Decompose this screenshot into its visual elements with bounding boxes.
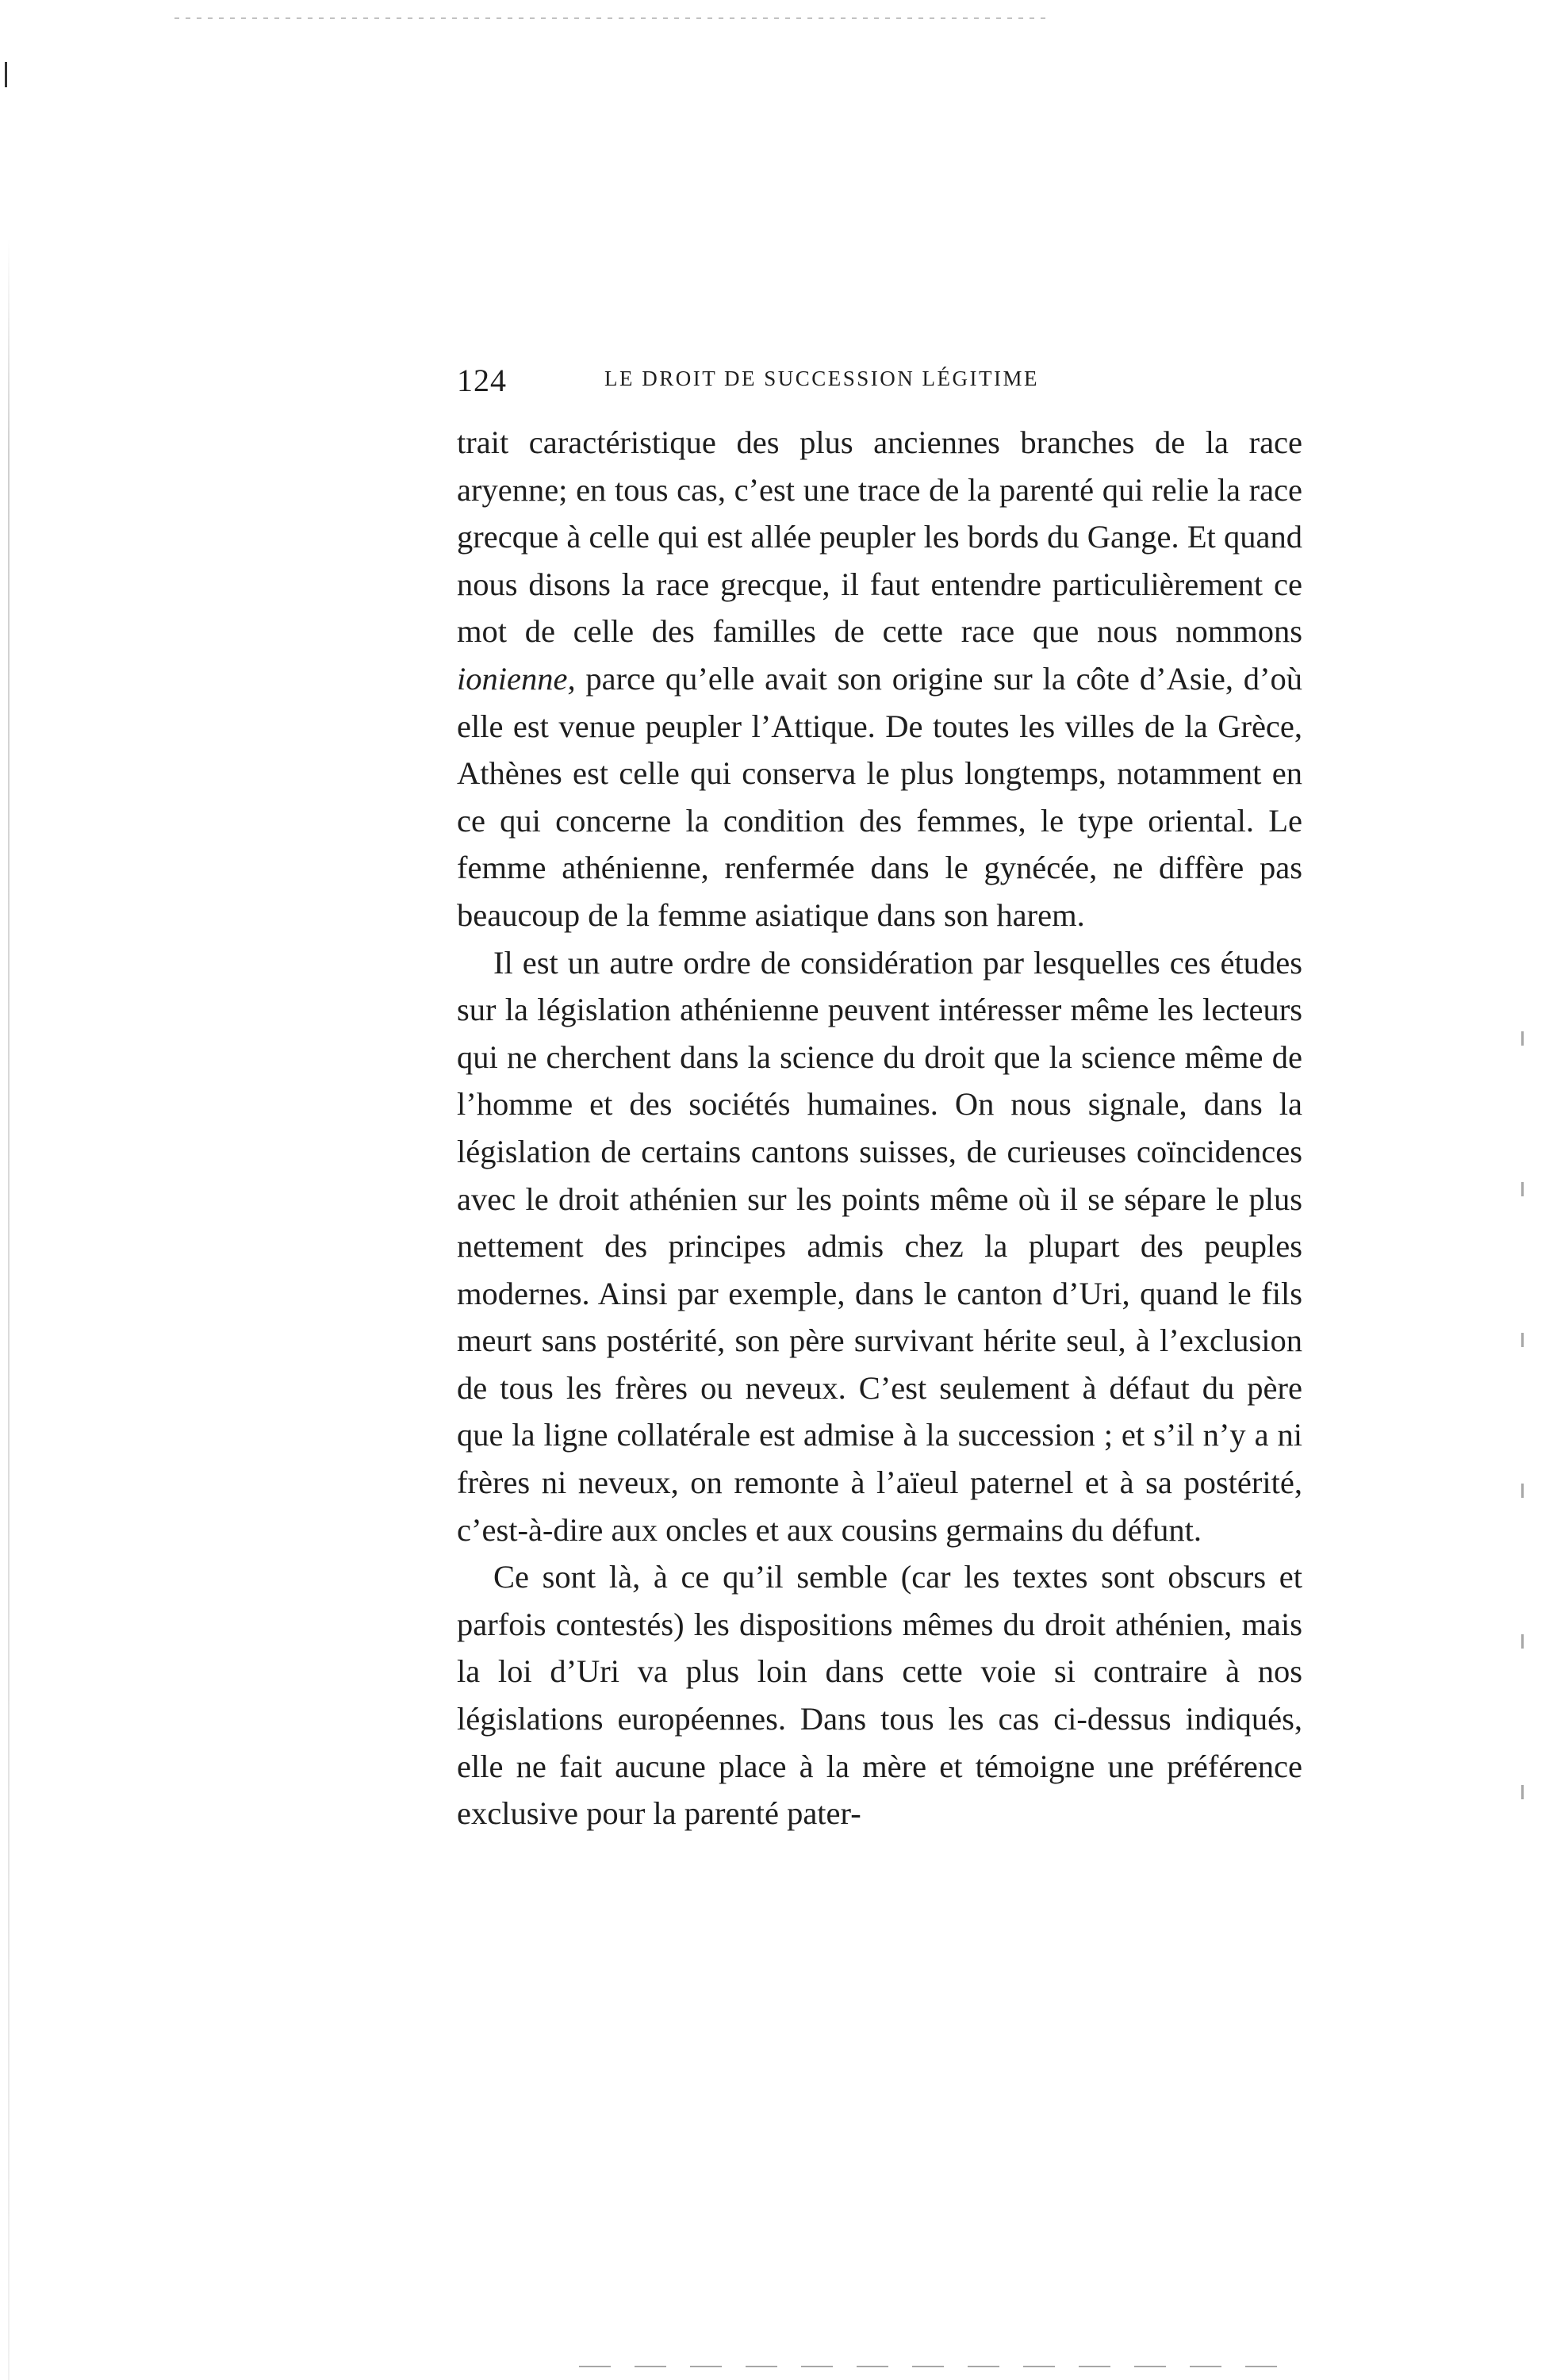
- running-title: LE DROIT DE SUCCESSION LÉGITIME: [604, 367, 1039, 390]
- body-text: [457, 419, 1302, 1837]
- paragraph-1: [457, 419, 1302, 939]
- scan-binding-edge: [8, 238, 10, 2380]
- page-number: 124: [457, 363, 507, 398]
- paragraph-1-emphasis: ionienne,: [457, 660, 576, 697]
- scan-right-artifact: [1521, 1031, 1524, 1904]
- paragraph-3: Ce sont là, à ce qu’il semble (car les textes sont obscurs et parfois contestés) les dispositions mêmes du droit athénien, mais la loi d’Uri va plus loin dans cette voie si contraire à nos législations européennes. Dans tous les cas ci-dessus indiqués, elle ne fait aucune place à la mère et témoigne une préférence exclusive pour la parenté pater-: [457, 1559, 1302, 1832]
- paragraph-1-text-a: trait caractéristique des plus anciennes branches de la race aryenne; en tous cas, c’est une trace de la parenté qui relie la race grecque à celle qui est allée peupler les bords du Gange. Et quand nous disons la race grecque, il faut entendre particulièrement ce mot de celle des familles de cette race que nous nommons: [457, 424, 1302, 650]
- scan-top-artifact: [174, 17, 1047, 19]
- page-header: [457, 362, 1321, 401]
- paragraph-1-text-b: parce qu’elle avait son origine sur la côte d’Asie, d’où elle est venue peupler l’Attique. De toutes les villes de la Grèce, Athènes est celle qui conserva le plus longtemps, notamment en ce qui concerne la condition des femmes, le type oriental. Le femme athénienne, renfermée dans le gynécée, ne diffère pas beaucoup de la femme asiatique dans son harem.: [457, 660, 1302, 933]
- scan-bottom-artifact: [579, 2366, 1293, 2367]
- paragraph-2: Il est un autre ordre de considération par lesquelles ces études sur la législation athénienne peuvent intéresser même les lecteurs qui ne cherchent dans la science du droit que la science même de l’homme et des sociétés humaines. On nous signale, dans la législation de certains cantons suisses, de curieuses coïncidences avec le droit athénien sur les points même où il se sépare le plus nettement des principes admis chez la plupart des peuples modernes. Ainsi par exemple, dans le canton d’Uri, quand le fils meurt sans postérité, son père survivant hérite seul, à l’exclusion de tous les frères ou neveux. C’est seulement à défaut du père que la ligne collatérale est admise à la succession ; et s’il n’y a ni frères ni neveux, on remonte à l’aïeul paternel et à sa postérité, c’est-à-dire aux oncles et aux cousins germains du défunt.: [457, 944, 1302, 1548]
- scan-edge-mark: [5, 62, 7, 87]
